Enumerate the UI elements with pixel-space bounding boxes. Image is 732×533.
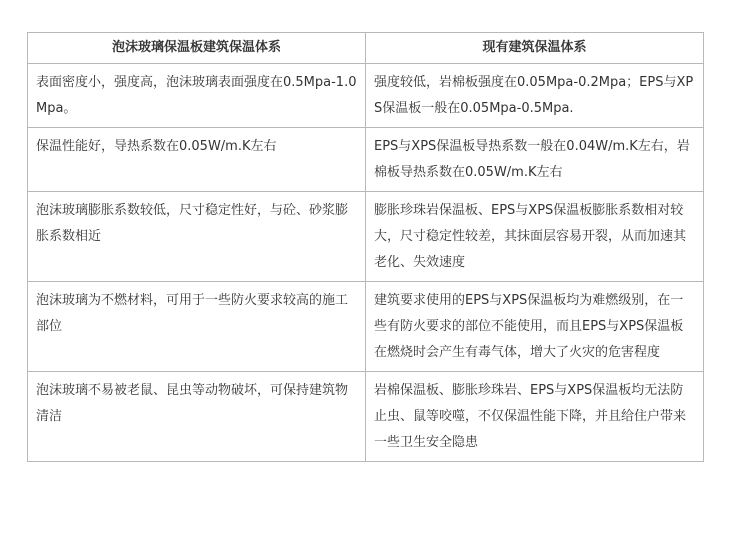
comparison-table — [27, 32, 704, 462]
cell-existing: 强度较低，岩棉板强度在0.05Mpa-0.2Mpa；EPS与XPS保温板一般在0.05Mpa-0.5Mpa. — [366, 64, 704, 128]
table-row — [28, 192, 704, 282]
header-row — [28, 33, 704, 64]
cell-foam-glass: 泡沫玻璃为不燃材料，可用于一些防火要求较高的施工部位 — [28, 282, 366, 372]
cell-foam-glass: 保温性能好，导热系数在0.05W/m.K左右 — [28, 128, 366, 192]
cell-existing: 膨胀珍珠岩保温板、EPS与XPS保温板膨胀系数相对较大，尺寸稳定性较差，其抹面层容易开裂，从而加速其老化、失效速度 — [366, 192, 704, 282]
cell-foam-glass: 表面密度小，强度高，泡沫玻璃表面强度在0.5Mpa-1.0Mpa。 — [28, 64, 366, 128]
table-body — [28, 64, 704, 462]
header-existing-system: 现有建筑保温体系 — [366, 33, 704, 64]
cell-existing: 建筑要求使用的EPS与XPS保温板均为难燃级别，在一些有防火要求的部位不能使用，而且EPS与XPS保温板在燃烧时会产生有毒气体，增大了火灾的危害程度 — [366, 282, 704, 372]
table-row — [28, 64, 704, 128]
cell-foam-glass: 泡沫玻璃不易被老鼠、昆虫等动物破坏，可保持建筑物清洁 — [28, 372, 366, 462]
table-row — [28, 282, 704, 372]
cell-foam-glass: 泡沫玻璃膨胀系数较低，尺寸稳定性好，与砼、砂浆膨胀系数相近 — [28, 192, 366, 282]
table-header — [28, 33, 704, 64]
cell-existing: EPS与XPS保温板导热系数一般在0.04W/m.K左右，岩棉板导热系数在0.05W/m.K左右 — [366, 128, 704, 192]
table-row — [28, 372, 704, 462]
header-foam-glass-system: 泡沫玻璃保温板建筑保温体系 — [28, 33, 366, 64]
cell-existing: 岩棉保温板、膨胀珍珠岩、EPS与XPS保温板均无法防止虫、鼠等咬噬，不仅保温性能下降，并且给住户带来一些卫生安全隐患 — [366, 372, 704, 462]
table-row — [28, 128, 704, 192]
